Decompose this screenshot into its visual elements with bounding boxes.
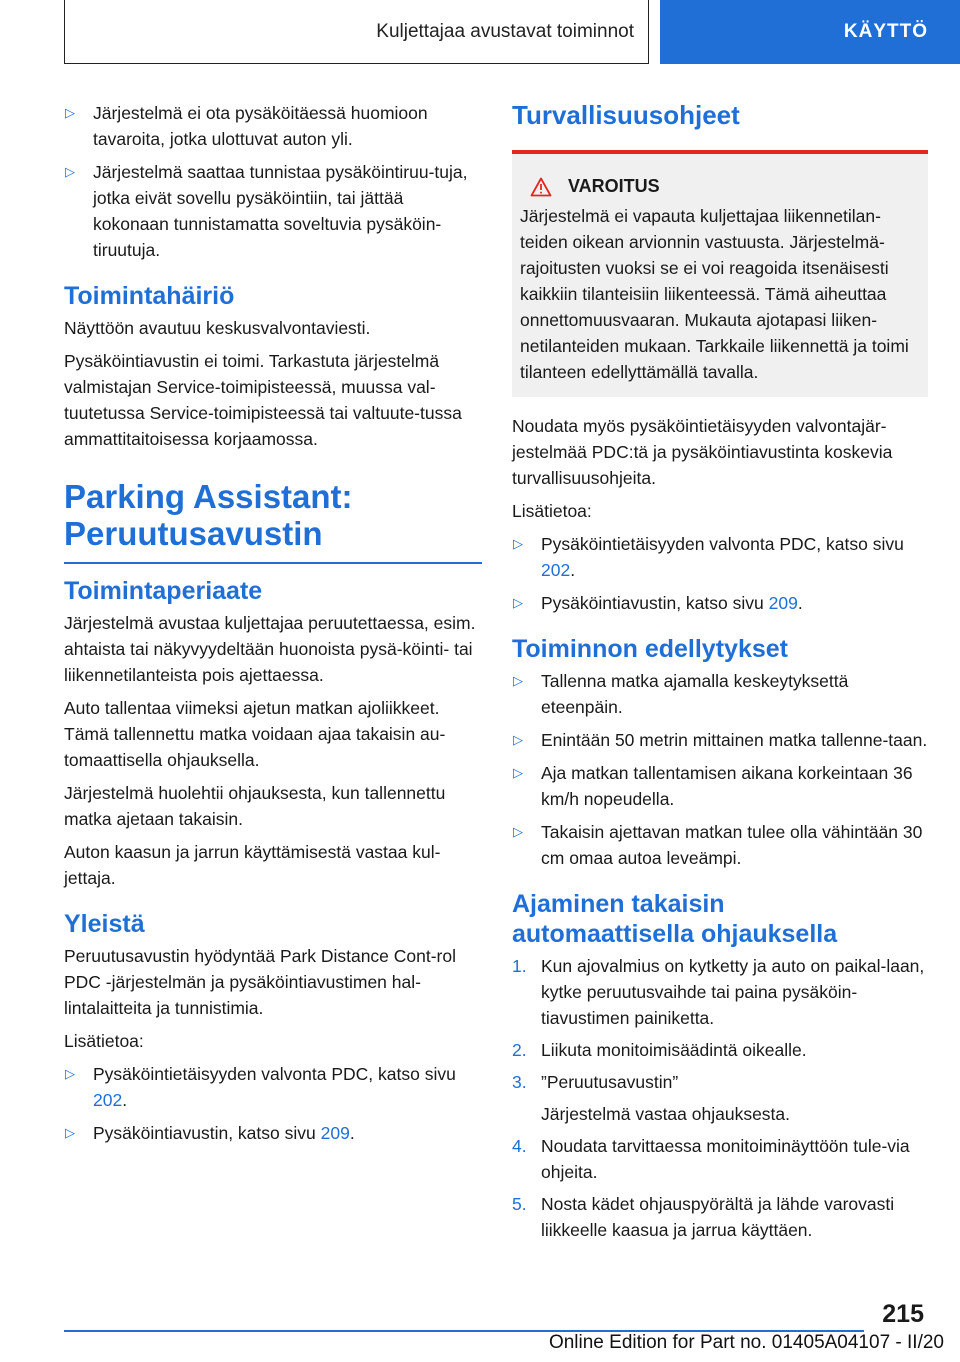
bullet-triangle-icon: ▷ [65,164,75,179]
warning-label: VAROITUS [568,176,660,196]
list-item: ▷ Takaisin ajettavan matkan tulee olla vähintään 30 cm omaa autoa leveämpi. [512,819,928,871]
paragraph: Peruutusavustin hyödyntää Park Distance Cont-rol PDC -järjestelmän ja pysäköintiavustimen hal-lintalaitteita ja tunnistimia. [64,946,457,1018]
page-link-209[interactable]: 209 [768,593,798,613]
paragraph: Näyttöön avautuu keskusvalvontaviesti. [64,318,371,338]
bullet-triangle-icon: ▷ [513,595,523,610]
list-item: ▷ Pysäköintiavustin, katso sivu 209. [64,1120,482,1146]
bullet-triangle-icon: ▷ [513,732,523,747]
paragraph: Auto tallentaa viimeksi ajetun matkan ajoliikkeet. Tämä tallennettu matka voidaan ajaa takaisin au-tomaattisella ohjauksella. [64,698,446,770]
page-link-202[interactable]: 202 [541,560,571,580]
list-item: ▷ Tallenna matka ajamalla keskeytyksettä eteenpäin. [512,668,928,720]
step-item: 2. Liikuta monitoimisäädintä oikealle. [512,1040,807,1060]
chapter-title-rule [64,562,482,564]
step-note: Järjestelmä vastaa ohjauksesta. [541,1104,791,1124]
section-heading-requirements: Toiminnon edellytykset [512,635,788,663]
warning-box [512,150,928,397]
list-item: ▷ Pysäköintietäisyyden valvonta PDC, katso sivu 202. [512,531,928,583]
section-heading-general: Yleistä [64,910,145,938]
bullet-triangle-icon: ▷ [65,105,75,120]
page-header [0,0,960,66]
more-info-label: Lisätietoa: [512,501,592,521]
bullet-triangle-icon: ▷ [513,536,523,551]
right-column [512,100,928,1249]
paragraph: Pysäköintiavustin ei toimi. Tarkastuta järjestelmä valmistajan Service-toimipisteessä, muussa val-tuutetussa Service-toimipisteessä tai valtuute-tussa ammattitaitoisessa korjaamossa. [64,351,462,449]
page-link-209[interactable]: 209 [320,1123,350,1143]
bullet-triangle-icon: ▷ [65,1125,75,1140]
paragraph: Noudata myös pysäköintietäisyyden valvontajär-jestelmää PDC:tä ja pysäköintiavustinta koskevia turvallisuusohjeita. [512,416,893,488]
section-heading-auto-steering: Ajaminen takaisin automaattisella ohjauksella [512,890,838,948]
section-title: Kuljettajaa avustavat toiminnot [64,0,649,64]
chapter-tab: KÄYTTÖ [660,0,960,64]
step-item: 3. ”Peruutusavustin” [512,1072,679,1092]
paragraph: Auton kaasun ja jarrun käyttämisestä vastaa kul-jettaja. [64,842,441,888]
bullet-triangle-icon: ▷ [513,765,523,780]
warning-text: Järjestelmä ei vapauta kuljettajaa liikennetilan-teiden oikean arvionnin vastuusta. Järjestelmä-rajoitusten vuoksi se ei voi reagoida itsenäisesti kaikkiin tilanteisiin liikenteessä. Tämä aiheuttaa onnettomuusvaaran. Mukauta ajotapasi liiken-netilanteiden mukaan. Tarkkaile liikennettä ja toimi tilanteen edellyttämällä tavalla. [520,206,909,382]
section-heading-principle: Toimintaperiaate [64,577,263,605]
page-link-202[interactable]: 202 [93,1090,123,1110]
left-column [64,100,482,1153]
chapter-title: Parking Assistant: Peruutusavustin [64,478,353,552]
list-item: ▷ Pysäköintiavustin, katso sivu 209. [512,590,928,616]
paragraph: Järjestelmä avustaa kuljettajaa peruutettaessa, esim. ahtaista tai näkyvyydeltään huonoista pysä-köinti- tai liikennetilanteista pois ajettaessa. [64,613,476,685]
list-item: ▷ Järjestelmä saattaa tunnistaa pysäköintiruu-tuja, jotka eivät sovellu pysäköintiin, tai jättää kokonaan tunnistamatta soveltuvia pysäköin-tiruutuja. [64,159,482,263]
footer-edition: Online Edition for Part no. 01405A04107 - II/20 [548,1332,944,1353]
page-number: 215 [882,1300,924,1328]
list-item: ▷ Pysäköintietäisyyden valvonta PDC, katso sivu 202. [64,1061,482,1113]
warning-triangle-icon [530,177,552,197]
step-item: 1. Kun ajovalmius on kytketty ja auto on paikal-laan, kytke peruutusvaihde tai paina pysäköin-tiavustimen painiketta. [512,956,925,1028]
list-item: ▷ Järjestelmä ei ota pysäköitäessä huomioon tavaroita, jotka ulottuvat auton yli. [64,100,482,152]
section-heading-malfunction: Toimintahäiriö [64,282,235,310]
warning-top-bar [512,150,928,154]
bullet-triangle-icon: ▷ [513,824,523,839]
more-info-label: Lisätietoa: [64,1031,144,1051]
bullet-triangle-icon: ▷ [513,673,523,688]
step-item: 5. Nosta kädet ohjauspyörältä ja lähde varovasti liikkeelle kaasua ja jarrua käyttäen. [512,1194,895,1240]
list-item: ▷ Enintään 50 metrin mittainen matka tallenne-taan. [512,727,928,753]
list-item: ▷ Aja matkan tallentamisen aikana korkeintaan 36 km/h nopeudella. [512,760,928,812]
bullet-triangle-icon: ▷ [65,1066,75,1081]
section-heading-safety: Turvallisuusohjeet [512,100,740,130]
step-item: 4. Noudata tarvittaessa monitoiminäyttöön tule-via ohjeita. [512,1136,910,1182]
paragraph: Järjestelmä huolehtii ohjauksesta, kun tallennettu matka ajetaan takaisin. [64,783,446,829]
